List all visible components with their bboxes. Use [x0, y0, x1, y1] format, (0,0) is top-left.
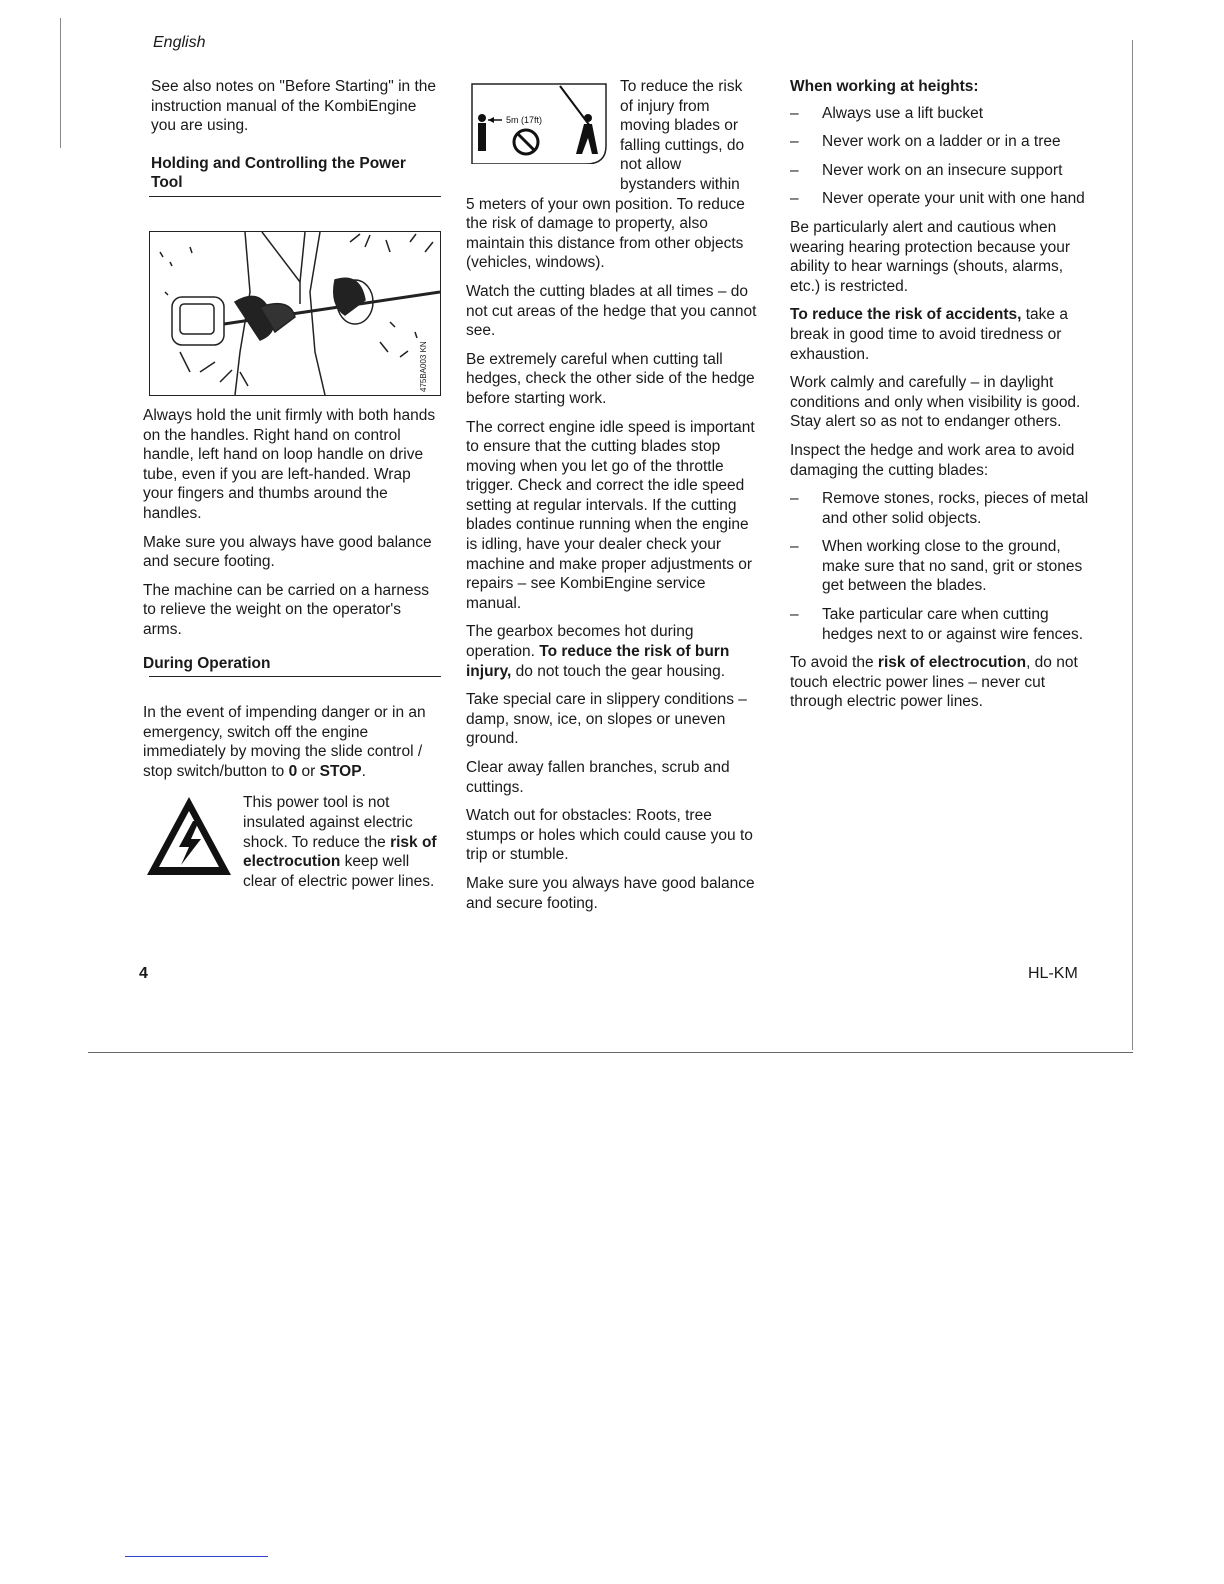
- intro-paragraph: See also notes on "Before Starting" in the instruction manual of the KombiEngine you are using.: [151, 78, 437, 135]
- bystander-distance-icon: [466, 80, 616, 195]
- list-item: – Never work on a ladder or in a tree: [790, 132, 1090, 152]
- list-item: – When working close to the ground, make sure that no sand, grit or stones get between the blades.: [790, 537, 1090, 596]
- distance-warning-block: [466, 77, 758, 195]
- page-language: English: [153, 34, 206, 51]
- emergency-paragraph: In the event of impending danger or in an emergency, switch off the engine immediately by moving the slide control / stop switch/button to 0 or STOP.: [143, 704, 426, 780]
- hearing-protection-paragraph: Be particularly alert and cautious when wearing hearing protection because your ability to hear warnings (shouts, alarms, etc.) is restricted.: [790, 218, 1071, 295]
- page-bottom-rule: [88, 1052, 1133, 1053]
- distance-warning-text: To reduce the risk of injury from moving blades or falling cuttings, do not allow bystanders within: [620, 78, 745, 193]
- gearbox-paragraph: The gearbox becomes hot during operation. To reduce the risk of burn injury, do not touch the gear housing.: [466, 623, 730, 680]
- idle-speed-paragraph: The correct engine idle speed is important to ensure that the cutting blades stop moving when you let go of the throttle trigger. Check and correct the idle speed setting at regular intervals. If the cutting blades continue running when the engine is idling, have your dealer check your machine and make proper adjustments or repairs – see KombiEngine service manual.: [466, 418, 755, 612]
- electric-warning-block: [143, 793, 441, 891]
- scan-edge-mark: [60, 18, 61, 148]
- section-heading-operation: During Operation: [143, 654, 271, 672]
- section-rule: [149, 196, 441, 197]
- obstacles-paragraph: Watch out for obstacles: Roots, tree stumps or holes which could cause you to trip or stumble.: [466, 807, 753, 864]
- section-heading-holding: Holding and Controlling the Power Tool: [151, 154, 406, 192]
- document-code: HL-KM: [1028, 965, 1078, 982]
- balance-paragraph: Make sure you always have good balance and secure footing.: [143, 533, 432, 571]
- work-calmly-paragraph: Work calmly and carefully – in daylight conditions and only when visibility is good. Stay alert so as not to endanger others.: [790, 374, 1081, 431]
- scan-edge-line: [1132, 40, 1133, 1050]
- heights-heading: When working at heights:: [790, 78, 979, 95]
- distance-continued: 5 meters of your own position. To reduce the risk of damage to property, also maintain this distance from other objects (vehicles, windows).: [466, 195, 745, 272]
- tall-hedges-paragraph: Be extremely careful when cutting tall hedges, check the other side of the hedge before starting work.: [466, 350, 755, 407]
- list-item: – Take particular care when cutting hedges next to or against wire fences.: [790, 605, 1090, 644]
- section-rule: [149, 676, 441, 677]
- heights-list: [790, 104, 1090, 209]
- slippery-paragraph: Take special care in slippery conditions – damp, snow, ice, on slopes or uneven ground.: [466, 691, 747, 748]
- electrocution-paragraph: To avoid the risk of electrocution, do not touch electric power lines – never cut through electric power lines.: [790, 654, 1078, 711]
- list-item: – Never work on an insecure support: [790, 161, 1090, 181]
- footer-underline: [125, 1556, 268, 1557]
- holding-paragraph: Always hold the unit firmly with both hands on the handles. Right hand on control handle, left hand on loop handle on drive tube, even if you are left-handed. Wrap your fingers and thumbs around the handles.: [143, 406, 436, 522]
- column-left: [143, 77, 441, 891]
- page-number: 4: [139, 965, 148, 982]
- column-right: [790, 77, 1090, 721]
- figure-code: 475BA003 KN: [419, 341, 428, 392]
- hedge-trimmer-illustration: [150, 232, 440, 395]
- high-voltage-warning-icon: [143, 793, 243, 891]
- electric-warning-text: This power tool is not insulated against electric shock. To reduce the risk of electrocution keep well clear of electric power lines.: [243, 794, 437, 890]
- column-middle: [466, 77, 758, 922]
- clear-away-paragraph: Clear away fallen branches, scrub and cuttings.: [466, 759, 730, 796]
- list-item: – Never operate your unit with one hand: [790, 189, 1090, 209]
- figure-holding-tool: [149, 231, 441, 396]
- inspect-paragraph: Inspect the hedge and work area to avoid damaging the cutting blades:: [790, 441, 1075, 479]
- list-item: – Remove stones, rocks, pieces of metal and other solid objects.: [790, 489, 1090, 528]
- list-item: – Always use a lift bucket: [790, 104, 1090, 124]
- distance-label: 5m (17ft): [506, 115, 543, 125]
- inspect-list: [790, 489, 1090, 644]
- accidents-paragraph: To reduce the risk of accidents, take a break in good time to avoid tiredness or exhaustion.: [790, 306, 1068, 363]
- footing-paragraph: Make sure you always have good balance and secure footing.: [466, 874, 755, 912]
- watch-blades-paragraph: Watch the cutting blades at all times – do not cut areas of the hedge that you cannot see.: [466, 282, 757, 340]
- harness-paragraph: The machine can be carried on a harness to relieve the weight on the operator's arms.: [143, 581, 430, 638]
